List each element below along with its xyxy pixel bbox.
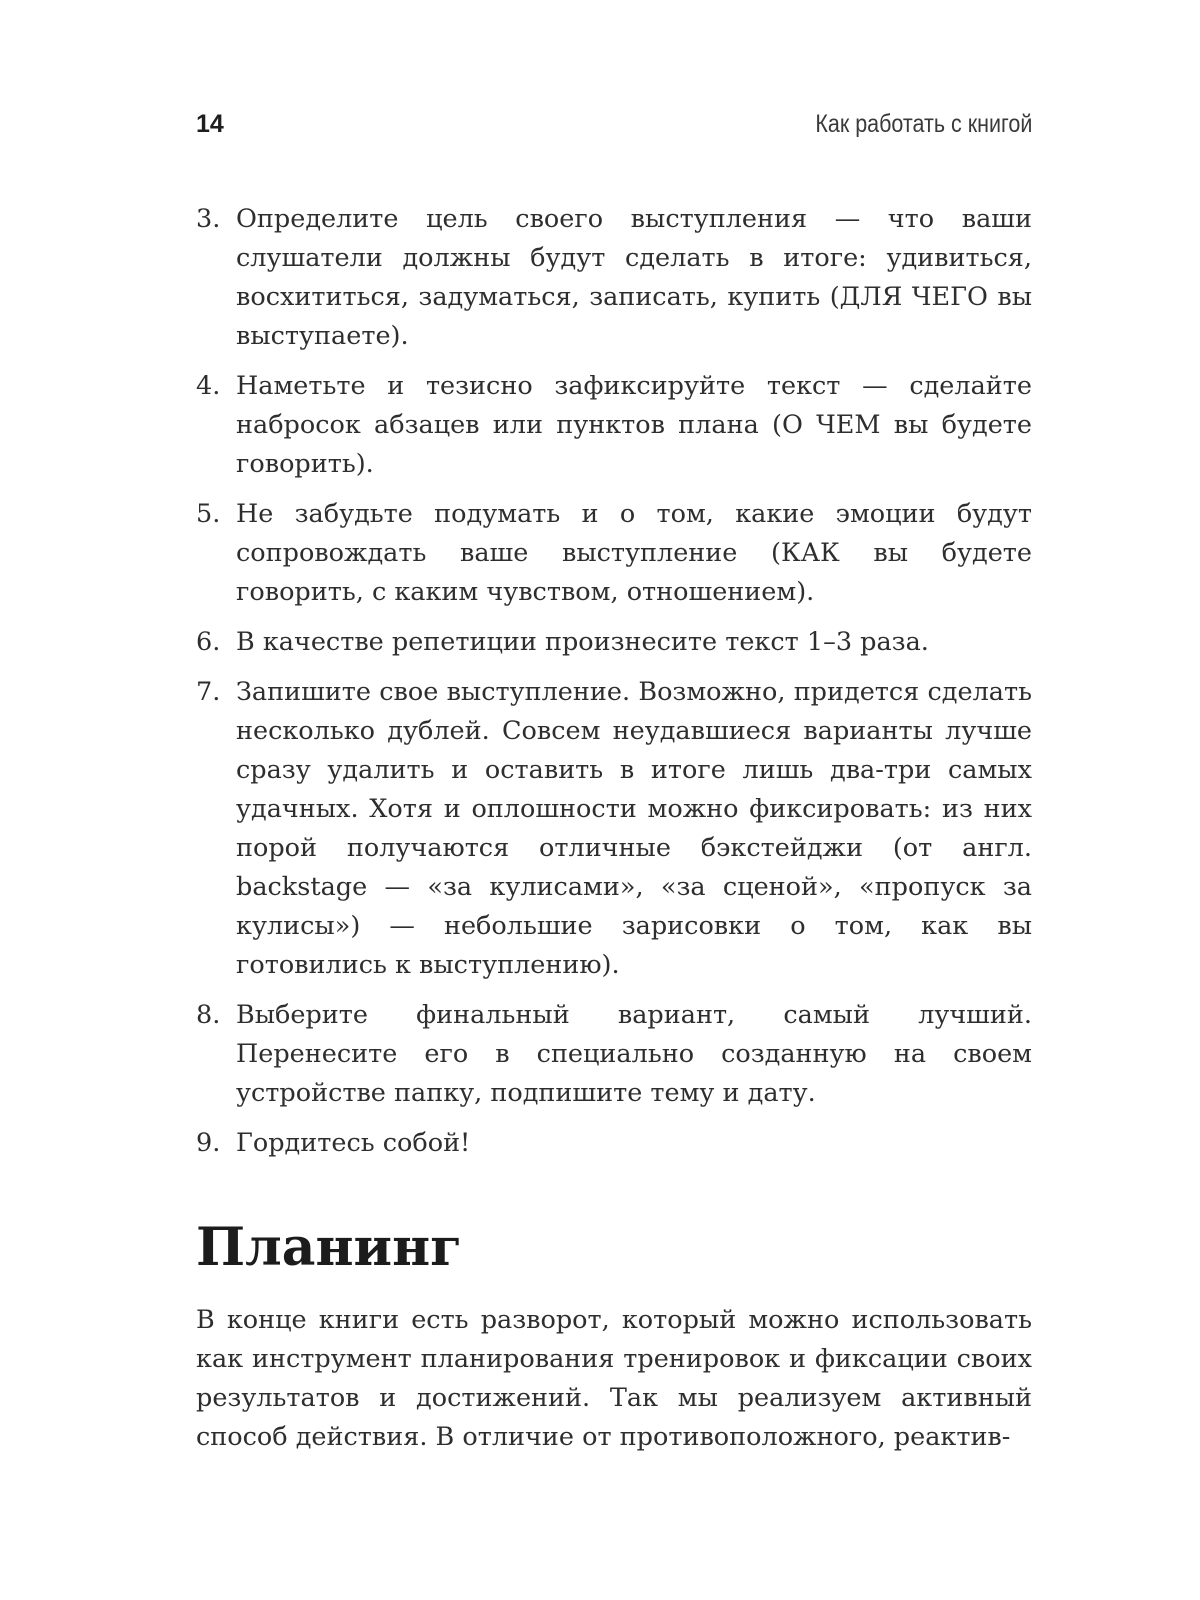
item-text: Гордитесь собой!	[236, 1128, 471, 1158]
body-paragraph: В конце книги есть разворот, который можно использовать как инструмент планирования тренировок и фиксации своих результатов и достижений. Так мы реализуем активный способ действия. В отличие от противоположного, реактив-	[196, 1305, 1032, 1452]
list-item	[196, 200, 1032, 356]
section-heading: Планинг	[196, 1217, 463, 1278]
chapter-title: Как работать с книгой	[814, 110, 1032, 138]
item-number: 8.	[196, 1000, 221, 1030]
list-item	[196, 623, 1032, 662]
list-item	[196, 1124, 1032, 1163]
item-text: Наметьте и тезисно зафиксируйте текст — сделайте набросок абзацев или пунктов плана (О ЧЕМ вы будете говорить).	[236, 371, 1032, 479]
page-number: 14	[196, 110, 224, 138]
item-number: 5.	[196, 499, 221, 529]
list-item	[196, 673, 1032, 985]
item-text: Выберите финальный вариант, самый лучший. Перенесите его в специально созданную на своем устройстве папку, подпишите тему и дату.	[236, 1000, 1032, 1108]
item-text: В качестве репетиции произнесите текст 1–3 раза.	[236, 627, 929, 657]
item-number: 9.	[196, 1128, 221, 1158]
item-text: Запишите свое выступление. Возможно, придется сделать несколько дублей. Совсем неудавшиеся варианты лучше сразу удалить и оставить в итоге лишь два-три самых удачных. Хотя и оплошности можно фиксировать: из них порой получаются отличные бэкстейджи (от англ. backstage — «за кулисами», «за сценой», «пропуск за кулисы») — небольшие зарисовки о том, как вы готовились к выступлению).	[236, 677, 1032, 980]
item-number: 7.	[196, 677, 221, 707]
item-number: 6.	[196, 627, 221, 657]
list-item	[196, 996, 1032, 1113]
list-item	[196, 495, 1032, 612]
item-number: 3.	[196, 204, 221, 234]
item-text: Определите цель своего выступления — что ваши слушатели должны будут сделать в итоге: удивиться, восхититься, задуматься, записать, купить (ДЛЯ ЧЕГО вы выступаете).	[236, 204, 1032, 351]
running-head	[196, 110, 1032, 150]
item-number: 4.	[196, 371, 221, 401]
item-text: Не забудьте подумать и о том, какие эмоции будут сопровождать ваше выступление (КАК вы будете говорить, с каким чувством, отношением).	[236, 499, 1032, 607]
steps-list	[196, 200, 1032, 1174]
list-item	[196, 367, 1032, 484]
